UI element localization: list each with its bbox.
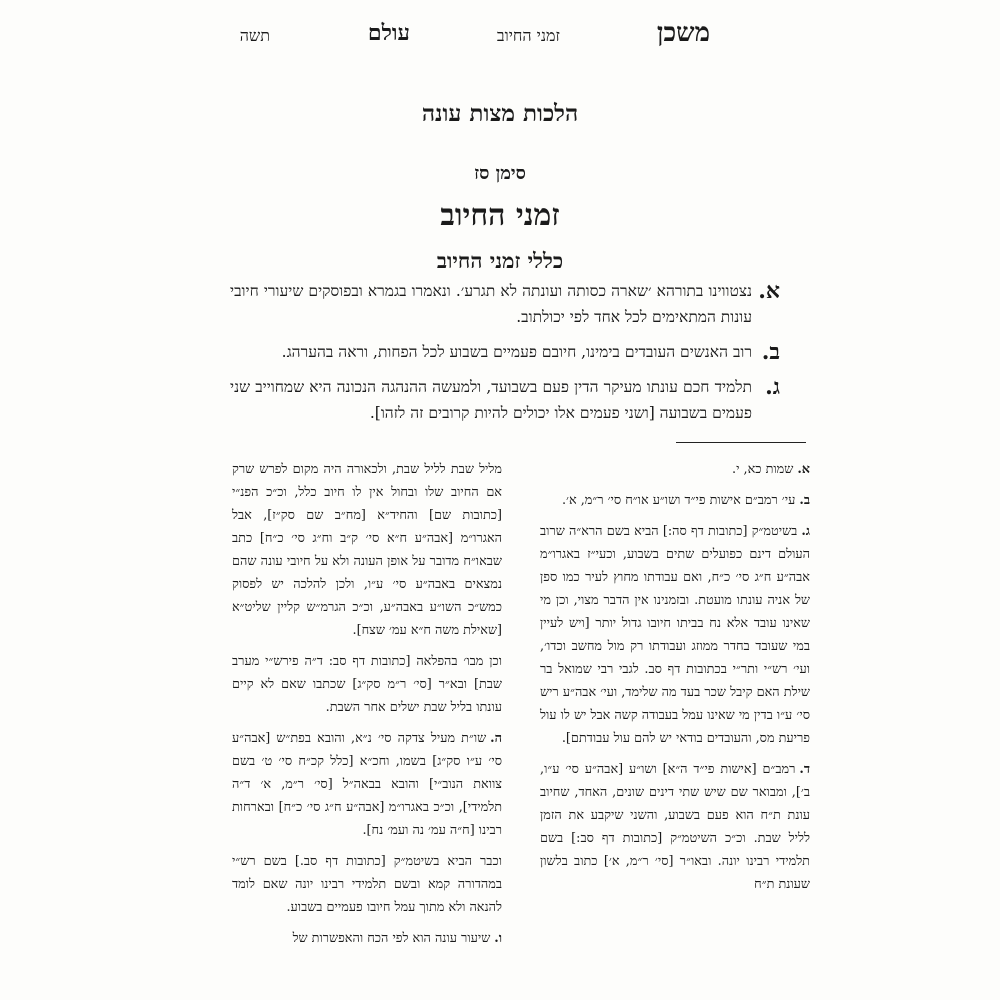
- header-book-name-2: עולם: [367, 20, 410, 46]
- section-subtitle: כללי זמני החיוב: [436, 248, 564, 273]
- footnote-text: בשיטמ״ק [כתובות דף סה:] הביא בשם הרא״ה שרוב העולם דינם כפועלים שתים בשבוע, וכעי״ז באגרו״מ אבה״ע ח״ג סי׳ כ״ח, ואם עבודתו מחוץ לעיר כמו ספן של אניה עונתו מועטת. ובזמנינו אין הדבר מצוי, וכן מי שאינו עובד אלא נח בביתו חיובו גדול יותר [ויש לעיין במי שעובד בחדר ממוזג ועבודתו רק מול מחשב וכדו׳, ועי׳ רש״י ותר״י בכתובות דף סב. לגבי רבי שמואל בר שילת האם קיבל שכר בעד מה שלימד, ועי׳ אבה״ע ריש סי׳ ע״ו בדין מי שאינו עמל בעבודה קשה אבל יש לו עול פריעת מס, והעובדים בודאי יש להם עול עבודתם].: [540, 524, 810, 746]
- siman-heading: סימן סז: [474, 163, 526, 184]
- footnotes-column-left: [232, 458, 502, 958]
- footnote-label: ה.: [490, 731, 502, 746]
- footnote-text: מליל שבת לליל שבת, ולכאורה היה מקום לפרש שרק אם החיוב שלו ובחול אין לו חיוב כלל, וכ״כ הפנ״י [כתובות שם] והחיד״א [מח״ב שם סק״ז], אבל האגרו״מ [אבה״ע ח״א סי׳ ק״ב וח״ג סי׳ כ״ח] כתב שבאו״ח מדובר על אופן העונה ולא על חיובי עונה שהם נמצאים באבה״ע סי׳ ע״ו, ולכן להלכה יש לפסוק כמש״כ השו״ע באבה״ע, וכ״כ הגרמ״ש קליין שליט״א [שאילת משה ח״א עמ׳ שצח].: [232, 462, 502, 638]
- footnote: [540, 758, 810, 896]
- header-book-name: משכן: [656, 18, 710, 48]
- footnote-text: רמב״ם [אישות פי״ד ה״א] ושו״ע [אבה״ע סי׳ ע״ו, ב׳], ומבואר שם שיש שתי דינים שונים, האחד, שחיוב עונת ת״ח הוא פעם בשבוע, והשני שיקבע את הזמן לליל שבת. וכ״כ השיטמ״ק [כתובות דף סב:] בשם תלמידי רבינו יונה. ובאו״ר [סי׳ ר״מ, א׳] כתוב בלשון שעונת ת״ח: [540, 762, 810, 892]
- footnote-text: שו״ת מעיל צדקה סי׳ נ״א, והובא בפת״ש [אבה״ע סי׳ ע״ו סק״ג] בשמו, וחכ״א [כלל קכ״ח סי׳ ט׳ בשם צוואת הנוב״י] והובא בבאה״ל [סי׳ ר״מ, א׳ ד״ה תלמידי], וכ״כ באגרו״מ [אבה״ע ח״ג סי׳ כ״ח] ובארחות רבינו [ח״ה עמ׳ נה ועמ׳ נח].: [232, 731, 502, 838]
- footnote: [540, 458, 810, 481]
- halachot-heading: הלכות מצות עונה: [421, 100, 579, 127]
- footnote-label: ג.: [801, 524, 810, 539]
- footnote: [540, 489, 810, 512]
- paragraph-text: תלמיד חכם עונתו מעיקר הדין פעם בשבועד, ולמעשה ההנהגה הנכונה היא שמחוייב שני פעמים בשבועה [ושני פעמים אלו יכולים להיות קרובים זה לזהו].: [230, 378, 752, 422]
- footnotes-column-right: [540, 458, 810, 904]
- page-number: תשה: [239, 26, 270, 45]
- footnote: [540, 520, 810, 750]
- paragraph-letter: ג.: [765, 374, 780, 400]
- footnote-separator: [676, 442, 806, 443]
- footnote: [232, 650, 502, 719]
- paragraph-letter: ב.: [761, 339, 780, 365]
- main-paragraph: [230, 374, 780, 426]
- footnote-text: וכן מבו׳ בהפלאה [כתובות דף סב: ד״ה פירש״י מערב שבת] ובא״ר [סי׳ ר״מ סק״ג] שכתבו שאם לא קיים עונתו בליל שבת ישלים אחר השבת.: [232, 654, 502, 715]
- header-section-name: זמני החיוב: [496, 26, 560, 45]
- footnote-label: ו.: [494, 931, 502, 946]
- main-paragraph: [230, 278, 780, 330]
- footnote-label: ד.: [799, 762, 810, 777]
- footnote-text: שמות כא, י.: [732, 462, 794, 477]
- footnote: [232, 927, 502, 950]
- footnote: [232, 727, 502, 842]
- chapter-title: זמני החיוב: [440, 198, 560, 233]
- footnote-text: עי׳ רמב״ם אישות פי״ד ושו״ע או״ח סי׳ ר״מ, א׳.: [561, 493, 796, 508]
- footnote-text: וכבר הביא בשיטמ״ק [כתובות דף סב.] בשם רש״י במהדורה קמא ובשם תלמידי רבינו יונה שאם לומד להנאה ולא מתוך עמל חיובו פעמיים בשבוע.: [232, 854, 502, 915]
- main-paragraph: [230, 339, 780, 365]
- footnote: [232, 850, 502, 919]
- main-text: [230, 278, 780, 435]
- paragraph-letter: א.: [758, 278, 780, 304]
- footnote-label: ב.: [799, 493, 810, 508]
- footnote-label: א.: [797, 462, 810, 477]
- running-header: [230, 18, 710, 58]
- footnote-text: שיעור עונה הוא לפי הכח והאפשרות של: [292, 931, 491, 946]
- paragraph-text: נצטווינו בתורהא ׳שארה כסותה ועונתה לא תגרע׳. ונאמרו בגמרא ובפוסקים שיעורי חיובי עונות המתאימים לכל אחד לפי יכולתוב.: [230, 282, 752, 326]
- footnote: [232, 458, 502, 642]
- paragraph-text: רוב האנשים העובדים בימינו, חיובם פעמיים בשבוע לכל הפחות, וראה בהערהג.: [281, 343, 752, 361]
